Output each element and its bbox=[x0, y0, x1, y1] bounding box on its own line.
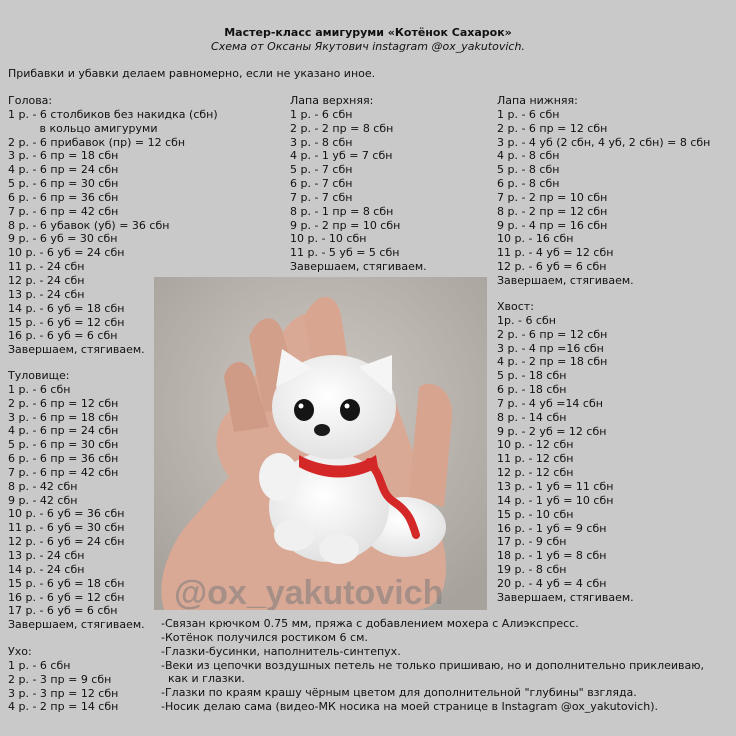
section-upper-paw bbox=[290, 94, 427, 274]
note-line: -Веки из цепочки воздушных петель не только пришиваю, но и дополнительно приклеиваю, bbox=[161, 658, 704, 672]
pattern-row: 7 р. - 6 пр = 42 сбн bbox=[8, 465, 119, 479]
pattern-row: 4 р. - 2 пр = 14 сбн bbox=[8, 700, 119, 714]
pattern-row: 11 р. - 6 уб = 30 сбн bbox=[8, 521, 125, 535]
pattern-row: 1р. - 6 сбн bbox=[497, 313, 556, 327]
pattern-row: 2 р. - 6 пр = 12 сбн bbox=[497, 327, 608, 341]
eye-highlight bbox=[345, 404, 350, 409]
section-title: Ухо: bbox=[8, 645, 32, 658]
pattern-row: 4 р. - 6 пр = 24 сбн bbox=[8, 163, 119, 177]
section-title: Туловище: bbox=[8, 369, 70, 382]
pattern-row: 11 р. - 24 сбн bbox=[8, 260, 85, 274]
intro-text: Прибавки и убавки делаем равномерно, если не указано иное. bbox=[8, 67, 376, 80]
pattern-row: 1 р. - 6 сбн bbox=[497, 107, 560, 121]
pattern-row: Завершаем, стягиваем. bbox=[8, 343, 145, 357]
pattern-row: 9 р. - 4 пр = 16 сбн bbox=[497, 218, 608, 232]
section-title: Лапа нижняя: bbox=[497, 94, 578, 107]
pattern-row: 3 р. - 6 пр = 18 сбн bbox=[8, 149, 119, 163]
pattern-row: 14 р. - 6 уб = 18 сбн bbox=[8, 301, 125, 315]
pattern-row: 20 р. - 4 уб = 4 сбн bbox=[497, 576, 607, 590]
kitten-photo bbox=[154, 277, 487, 610]
pattern-row: 10 р. - 6 уб = 36 сбн bbox=[8, 507, 125, 521]
pattern-row: 7 р. - 7 сбн bbox=[290, 190, 353, 204]
pattern-row: 1 р. - 6 столбиков без накидка (сбн) bbox=[8, 107, 218, 121]
pattern-row: 12 р. - 6 уб = 6 сбн bbox=[497, 260, 607, 274]
pattern-row: 6 р. - 6 пр = 36 сбн bbox=[8, 190, 119, 204]
kitten-eye bbox=[340, 399, 360, 421]
section-title: Голова: bbox=[8, 94, 53, 107]
pattern-row: 10 р. - 10 сбн bbox=[290, 232, 367, 246]
pattern-row: 1 р. - 6 сбн bbox=[8, 382, 71, 396]
pattern-row: 4 р. - 8 сбн bbox=[497, 149, 560, 163]
note-line: -Глазки по краям крашу чёрным цветом для дополнительной "глубины" взгляда. bbox=[161, 686, 637, 700]
pattern-row: 16 р. - 1 уб = 9 сбн bbox=[497, 521, 607, 535]
section-title: Лапа верхняя: bbox=[290, 94, 374, 107]
pattern-row: 6 р. - 7 сбн bbox=[290, 177, 353, 191]
pattern-row: 13 р. - 1 уб = 11 сбн bbox=[497, 479, 614, 493]
pattern-row: 3 р. - 6 пр = 18 сбн bbox=[8, 410, 119, 424]
pattern-row: 5 р. - 18 сбн bbox=[497, 369, 567, 383]
pattern-row: 16 р. - 6 уб = 12 сбн bbox=[8, 590, 125, 604]
pattern-row: 8 р. - 1 пр = 8 сбн bbox=[290, 204, 394, 218]
pattern-row: 3 р. - 3 пр = 12 сбн bbox=[8, 686, 119, 700]
notes-list bbox=[161, 617, 704, 714]
kitten-paw bbox=[259, 453, 299, 501]
pattern-row: 15 р. - 10 сбн bbox=[497, 507, 574, 521]
pattern-row: 4 р. - 1 уб = 7 сбн bbox=[290, 149, 393, 163]
pattern-row: 14 р. - 24 сбн bbox=[8, 562, 85, 576]
pattern-row: 11 р. - 4 уб = 12 сбн bbox=[497, 246, 614, 260]
pattern-row: 2 р. - 3 пр = 9 сбн bbox=[8, 672, 112, 686]
pattern-row: 3 р. - 8 сбн bbox=[290, 135, 353, 149]
pattern-row: 2 р. - 6 прибавок (пр) = 12 сбн bbox=[8, 135, 186, 149]
note-line: -Связан крючком 0.75 мм, пряжа с добавлением мохера с Алиэкспресс. bbox=[161, 617, 579, 630]
section-title: Хвост: bbox=[497, 300, 534, 313]
section-lower-paw bbox=[497, 94, 710, 288]
note-line: как и глазки. bbox=[161, 672, 245, 686]
pattern-row: 3 р. - 4 уб (2 сбн, 4 уб, 2 сбн) = 8 сбн bbox=[497, 135, 711, 149]
pattern-row: Завершаем, стягиваем. bbox=[8, 618, 145, 632]
pattern-row: Завершаем, стягиваем. bbox=[290, 260, 427, 274]
pattern-row: 8 р. - 2 пр = 12 сбн bbox=[497, 204, 608, 218]
pattern-row: 17 р. - 6 уб = 6 сбн bbox=[8, 604, 118, 618]
pattern-row: 19 р. - 8 сбн bbox=[497, 563, 567, 577]
pattern-row: 7 р. - 6 пр = 42 сбн bbox=[8, 204, 119, 218]
section-body bbox=[8, 369, 145, 632]
pattern-row: 4 р. - 2 пр = 18 сбн bbox=[497, 355, 608, 369]
section-tail bbox=[497, 300, 634, 605]
pattern-row: 13 р. - 24 сбн bbox=[8, 287, 85, 301]
pattern-row: 8 р. - 6 убавок (уб) = 36 сбн bbox=[8, 218, 170, 232]
pattern-row: 12 р. - 24 сбн bbox=[8, 273, 85, 287]
pattern-row: 1 р. - 6 сбн bbox=[8, 658, 71, 672]
pattern-row: 2 р. - 6 пр = 12 сбн bbox=[8, 396, 119, 410]
pattern-row: 5 р. - 8 сбн bbox=[497, 163, 560, 177]
pattern-row: 5 р. - 6 пр = 30 сбн bbox=[8, 177, 119, 191]
pattern-row: Завершаем, стягиваем. bbox=[497, 590, 634, 604]
pattern-row: 6 р. - 8 сбн bbox=[497, 177, 560, 191]
kitten-eye bbox=[294, 399, 314, 421]
pattern-row: 11 р. - 12 сбн bbox=[497, 452, 574, 466]
pattern-row: 2 р. - 6 пр = 12 сбн bbox=[497, 121, 608, 135]
note-line: -Глазки-бусинки, наполнитель-синтепух. bbox=[161, 644, 401, 658]
kitten-foot bbox=[319, 534, 359, 564]
watermark: @ox_yakutovich bbox=[174, 574, 444, 610]
pattern-row: 10 р. - 6 уб = 24 сбн bbox=[8, 246, 125, 260]
pattern-row: 9 р. - 42 сбн bbox=[8, 493, 78, 507]
pattern-row: 12 р. - 12 сбн bbox=[497, 466, 574, 480]
pattern-row: Завершаем, стягиваем. bbox=[497, 273, 634, 287]
pattern-row: 18 р. - 1 уб = 8 сбн bbox=[497, 549, 607, 563]
pattern-row: 9 р. - 6 уб = 30 сбн bbox=[8, 232, 118, 246]
pattern-row: 12 р. - 6 уб = 24 сбн bbox=[8, 535, 125, 549]
note-line: -Котёнок получился ростиком 6 см. bbox=[161, 630, 368, 644]
eye-highlight bbox=[299, 404, 304, 409]
pattern-row: 8 р. - 42 сбн bbox=[8, 479, 78, 493]
pattern-row: 7 р. - 4 уб =14 сбн bbox=[497, 396, 603, 410]
page-title: Мастер-класс амигуруми «Котёнок Сахарок» bbox=[224, 26, 512, 39]
pattern-row: 9 р. - 2 уб = 12 сбн bbox=[497, 424, 607, 438]
kitten-photo-image bbox=[154, 277, 487, 610]
pattern-row: 6 р. - 18 сбн bbox=[497, 383, 567, 397]
pattern-row: 10 р. - 16 сбн bbox=[497, 232, 574, 246]
pattern-row: 9 р. - 2 пр = 10 сбн bbox=[290, 218, 401, 232]
pattern-row: 3 р. - 4 пр =16 сбн bbox=[497, 341, 604, 355]
pattern-row: 8 р. - 14 сбн bbox=[497, 410, 567, 424]
pattern-row: 5 р. - 6 пр = 30 сбн bbox=[8, 438, 119, 452]
pattern-row: 14 р. - 1 уб = 10 сбн bbox=[497, 493, 614, 507]
pattern-row: 1 р. - 6 сбн bbox=[290, 107, 353, 121]
section-ear bbox=[8, 645, 118, 714]
pattern-row: 5 р. - 7 сбн bbox=[290, 163, 353, 177]
pattern-row: 17 р. - 9 сбн bbox=[497, 535, 567, 549]
page-subtitle: Схема от Оксаны Якутович instagram @ox_yakutovich. bbox=[211, 40, 525, 53]
pattern-row: 10 р. - 12 сбн bbox=[497, 438, 574, 452]
pattern-row: 7 р. - 2 пр = 10 сбн bbox=[497, 190, 608, 204]
pattern-row: 4 р. - 6 пр = 24 сбн bbox=[8, 424, 119, 438]
pattern-row: 15 р. - 6 уб = 18 сбн bbox=[8, 576, 125, 590]
pattern-row: 13 р. - 24 сбн bbox=[8, 548, 85, 562]
kitten-nose bbox=[314, 424, 330, 436]
pattern-row: в кольцо амигуруми bbox=[8, 121, 158, 135]
pattern-row: 16 р. - 6 уб = 6 сбн bbox=[8, 329, 118, 343]
pattern-row: 6 р. - 6 пр = 36 сбн bbox=[8, 452, 119, 466]
note-line: -Носик делаю сама (видео-МК носика на моей странице в Instagram @ox_yakutovich). bbox=[161, 700, 658, 714]
pattern-row: 15 р. - 6 уб = 12 сбн bbox=[8, 315, 125, 329]
pattern-row: 11 р. - 5 уб = 5 сбн bbox=[290, 246, 400, 260]
kitten-foot bbox=[274, 519, 314, 551]
pattern-row: 2 р. - 2 пр = 8 сбн bbox=[290, 121, 394, 135]
